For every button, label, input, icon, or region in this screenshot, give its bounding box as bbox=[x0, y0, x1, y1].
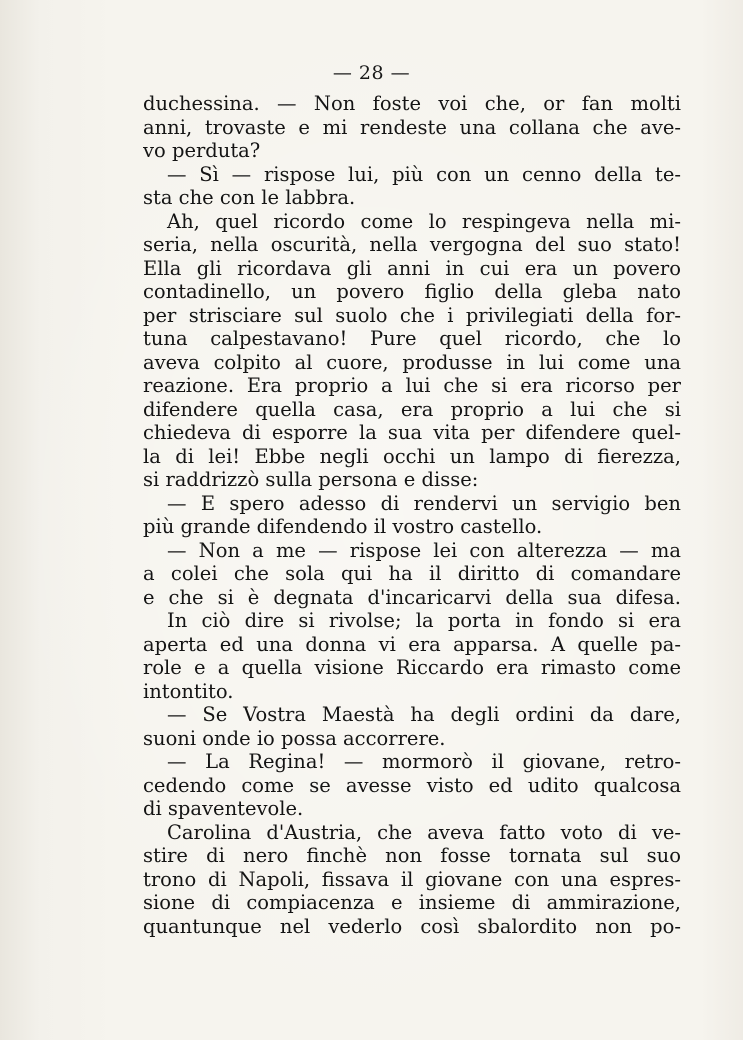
text-line: per strisciare sul suolo che i privilegiati della for- bbox=[143, 303, 681, 327]
text-line: aveva colpito al cuore, produsse in lui come una bbox=[143, 350, 681, 374]
body-text bbox=[143, 92, 681, 938]
text-line: reazione. Era proprio a lui che si era ricorso per bbox=[143, 374, 681, 397]
text-line: sione di compiacenza e insieme di ammirazione, bbox=[143, 891, 681, 914]
text-line: difendere quella casa, era proprio a lui che si bbox=[143, 397, 681, 421]
text-line: sta che con le labbra. bbox=[143, 186, 356, 209]
text-line: seria, nella oscurità, nella vergogna del suo stato! bbox=[143, 233, 681, 256]
text-line: trono di Napoli, fissava il giovane con una espres- bbox=[143, 867, 681, 891]
text-line: tuna calpestavano! Pure quel ricordo, che lo bbox=[143, 327, 681, 350]
text-line: si raddrizzò sulla persona e disse: bbox=[143, 468, 479, 491]
text-line: contadinello, un povero figlio della gleba nato bbox=[143, 280, 681, 303]
text-line: — Sì — rispose lui, più con un cenno della te- bbox=[167, 162, 681, 186]
text-line: — Non a me — rispose lei con alterezza — ma bbox=[167, 538, 681, 562]
text-line: aperta ed una donna vi era apparsa. A quelle pa- bbox=[143, 632, 681, 656]
text-line: stire di nero finchè non fosse tornata sul suo bbox=[143, 844, 681, 867]
text-line: la di lei! Ebbe negli occhi un lampo di fierezza, bbox=[143, 444, 681, 468]
text-line: — Se Vostra Maestà ha degli ordini da dare, bbox=[167, 703, 681, 726]
text-line: intontito. bbox=[143, 679, 234, 703]
text-line: role e a quella visione Riccardo era rimasto come bbox=[143, 656, 681, 679]
text-line: chiedeva di esporre la sua vita per difendere quel- bbox=[143, 421, 681, 444]
text-line: di spaventevole. bbox=[143, 797, 304, 820]
text-line: — La Regina! — mormorò il giovane, retro- bbox=[167, 750, 681, 773]
text-line: In ciò dire si rivolse; la porta in fondo si era bbox=[167, 609, 681, 632]
text-line: Ah, quel ricordo come lo respingeva nella mi- bbox=[167, 209, 681, 233]
text-line: a colei che sola qui ha il diritto di comandare bbox=[143, 562, 681, 585]
text-line: quantunque nel vederlo così sbalordito non po- bbox=[143, 914, 681, 938]
text-line: e che si è degnata d'incaricarvi della sua difesa. bbox=[143, 585, 681, 609]
text-line: anni, trovaste e mi rendeste una collana che ave- bbox=[143, 115, 681, 139]
text-line: cedendo come se avesse visto ed udito qualcosa bbox=[143, 773, 681, 797]
text-line: vo perduta? bbox=[143, 139, 261, 162]
text-line: Ella gli ricordava gli anni in cui era un povero bbox=[143, 256, 681, 280]
text-line: suoni onde io possa accorrere. bbox=[143, 726, 446, 750]
text-line: Carolina d'Austria, che aveva fatto voto di ve- bbox=[167, 820, 681, 844]
page-number: — 28 — bbox=[332, 62, 411, 84]
text-line: più grande difendendo il vostro castello. bbox=[143, 515, 543, 538]
text-line: — E spero adesso di rendervi un servigio ben bbox=[167, 491, 681, 515]
text-line: duchessina. — Non foste voi che, or fan molti bbox=[143, 92, 681, 115]
